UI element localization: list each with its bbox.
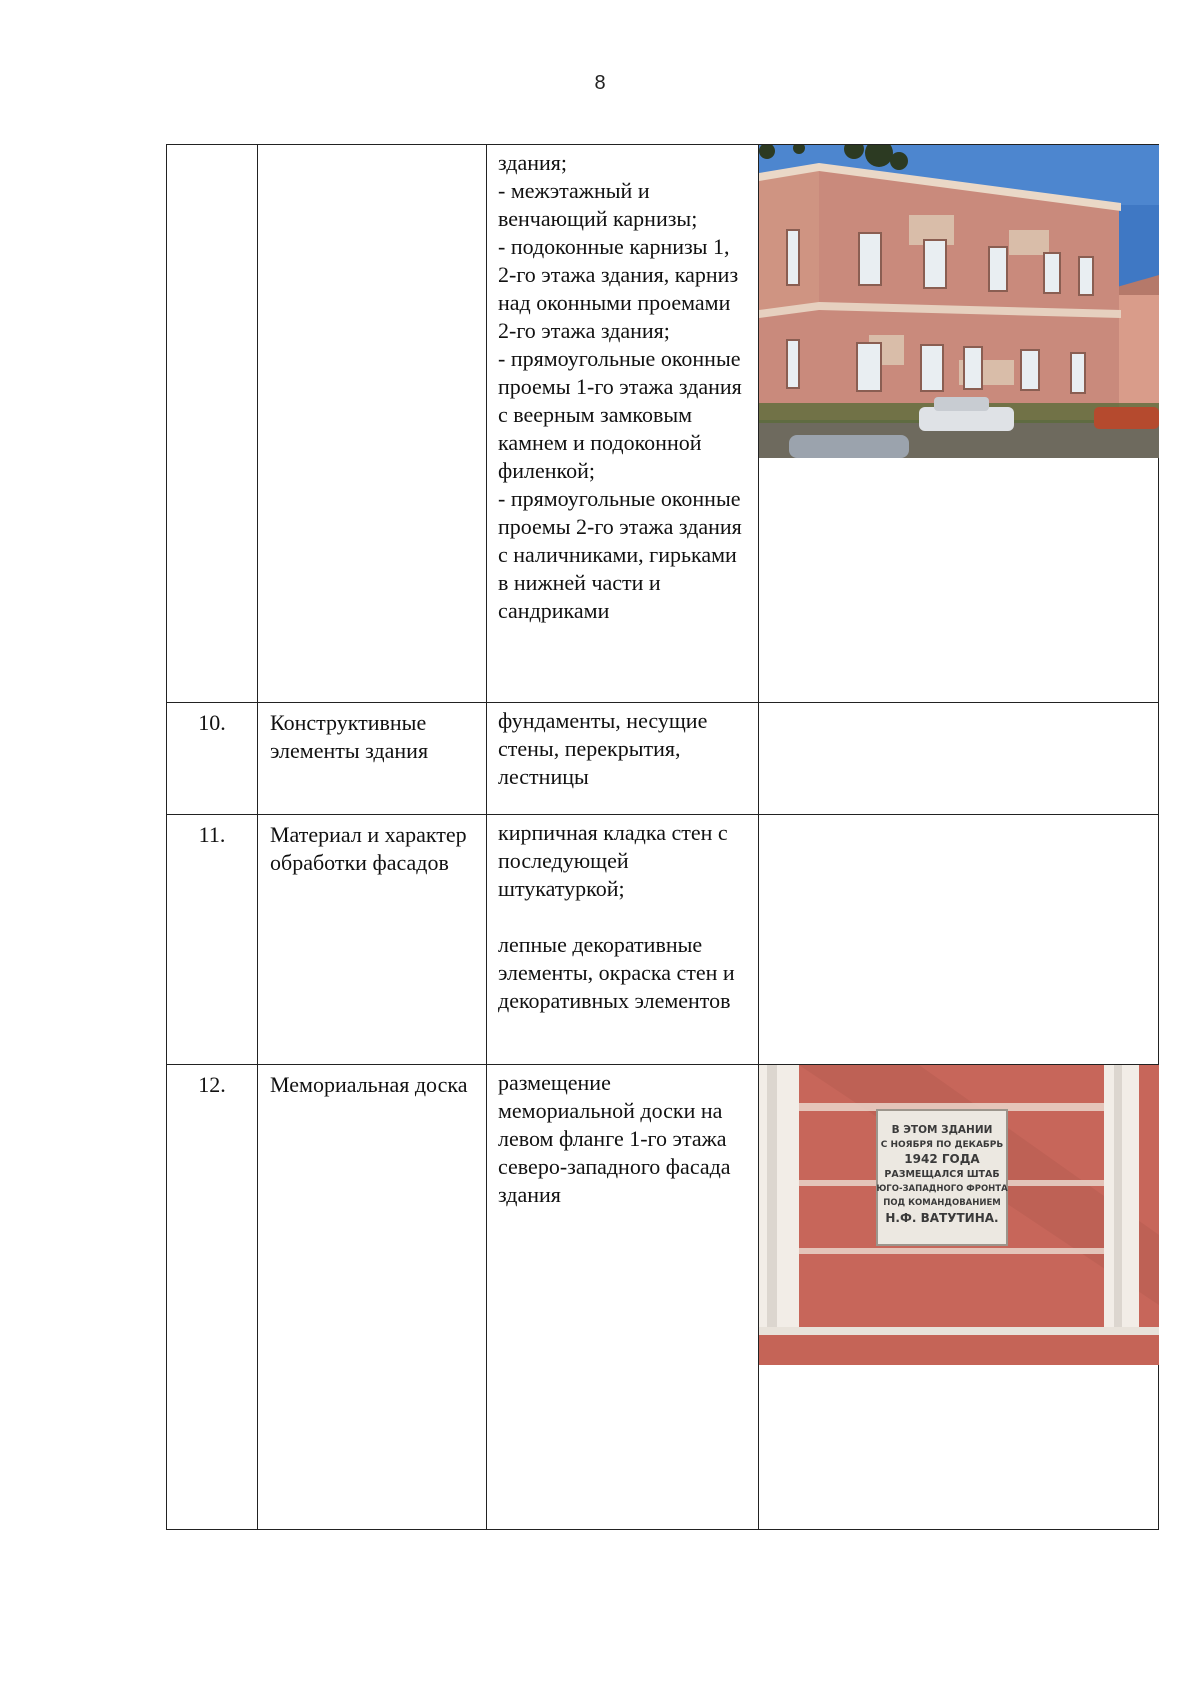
row-name (258, 145, 487, 703)
page-number: 8 (594, 72, 606, 94)
plaque-line: РАЗМЕЩАЛСЯ ШТАБ (884, 1169, 1000, 1180)
description-line: кирпичная кладка стен с последующей штукатуркой; (498, 820, 728, 901)
table-row (167, 815, 1159, 1065)
table-row (167, 1065, 1159, 1530)
plaque-photo-cell (759, 1065, 1159, 1530)
row-number: 11. (167, 815, 258, 1065)
plaque-line: В ЭТОМ ЗДАНИИ (891, 1124, 993, 1136)
description-line: размещение мемориальной доски на левом фланге 1-го этажа северо-западного фасада здания (498, 1070, 731, 1207)
empty-cell (759, 703, 1159, 815)
plaque-line: Н.Ф. ВАТУТИНА. (885, 1211, 999, 1225)
description-line: здания; (498, 150, 568, 175)
plaque-line: С НОЯБРЯ ПО ДЕКАБРЬ (880, 1140, 1004, 1150)
description-line: лепные декоративные элементы, окраска стен и декоративных элементов (498, 932, 735, 1013)
empty-cell (759, 815, 1159, 1065)
description-line: - прямоугольные оконные проемы 2-го этажа здания с наличниками, гирьками в нижней части и сандриками (498, 486, 742, 623)
row-number (167, 145, 258, 703)
memorial-plaque-photo (759, 1065, 1159, 1365)
row-name: Конструктивные элементы здания (258, 703, 487, 815)
description-line: фундаменты, несущие стены, перекрытия, лестницы (498, 708, 708, 789)
row-name: Мемориальная доска (258, 1065, 487, 1530)
building-facade-photo (759, 145, 1159, 458)
description-line: - прямоугольные оконные проемы 1-го этажа здания с веерным замковым камнем и подоконной филенкой; (498, 346, 742, 483)
row-description (487, 145, 759, 703)
building-photo-cell (759, 145, 1159, 703)
plaque-line: ПОД КОМАНДОВАНИЕМ (883, 1198, 1001, 1208)
heritage-table (166, 144, 1159, 1530)
row-number: 10. (167, 703, 258, 815)
description-line: - подоконные карнизы 1, 2-го этажа здания, карниз над оконными проемами 2-го этажа здания; (498, 234, 739, 343)
table-row (167, 145, 1159, 703)
row-description (487, 815, 759, 1065)
row-name: Материал и характер обработки фасадов (258, 815, 487, 1065)
plaque-line: ЮГО-ЗАПАДНОГО ФРОНТА (876, 1184, 1008, 1194)
row-description (487, 1065, 759, 1530)
table-row (167, 703, 1159, 815)
plaque-line: 1942 ГОДА (904, 1152, 980, 1166)
row-number: 12. (167, 1065, 258, 1530)
row-description (487, 703, 759, 815)
description-line: - межэтажный и венчающий карнизы; (498, 178, 698, 231)
